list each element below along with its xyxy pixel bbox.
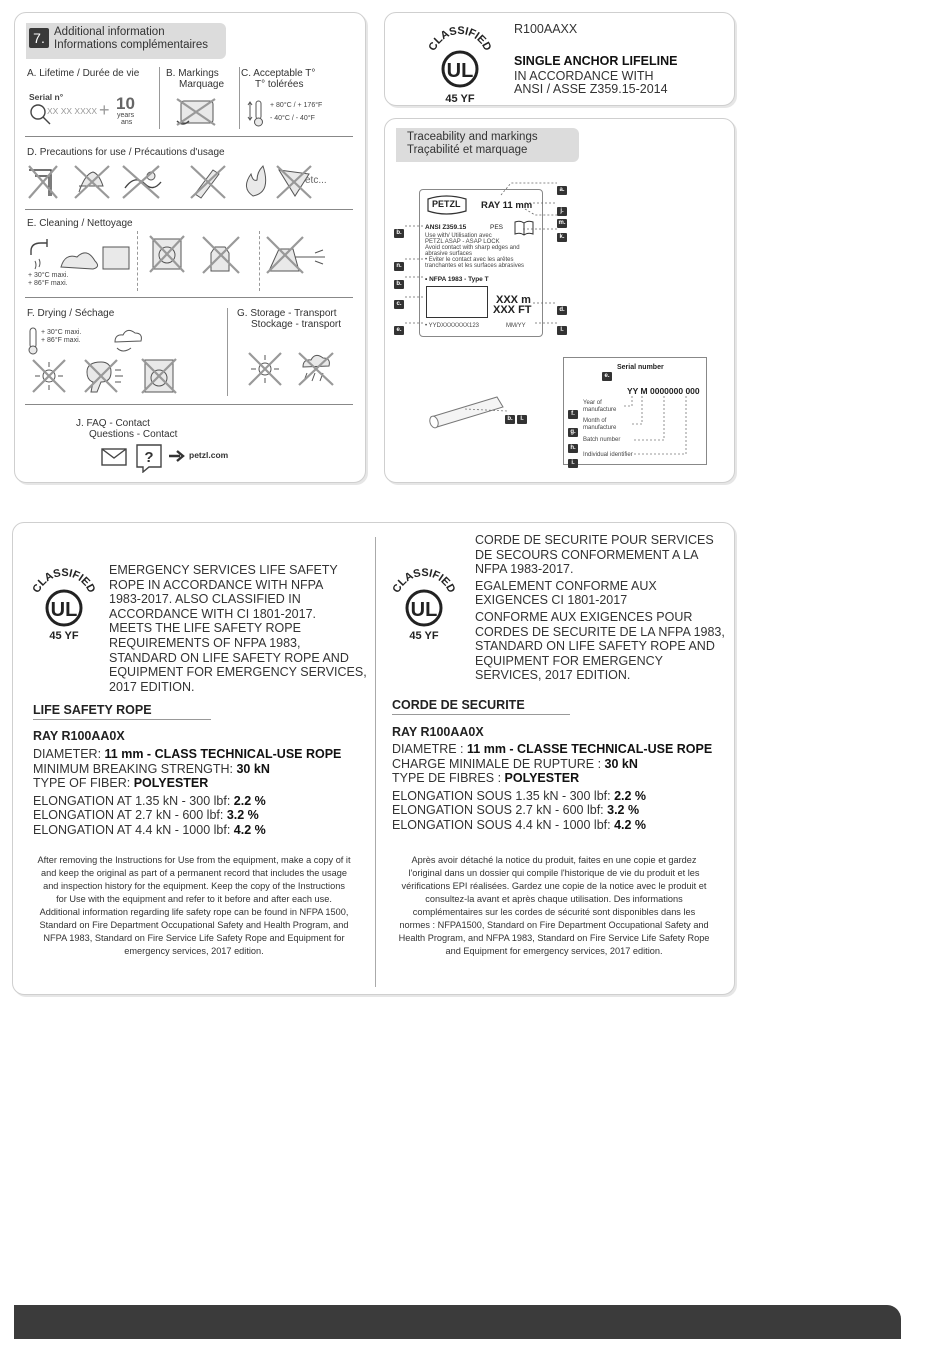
serial-label: Serial n° <box>29 92 64 102</box>
precautions-label: D. Precautions for use / Précautions d'usage <box>27 147 225 158</box>
serial-item-f-2: manufacture <box>583 407 617 413</box>
svg-text:UL: UL <box>446 60 474 82</box>
additional-info-panel <box>14 12 366 483</box>
svg-text:UL: UL <box>410 599 438 621</box>
label-material: PES <box>490 224 504 231</box>
plus-sign-icon: + <box>99 100 110 120</box>
ul-lifeline-panel <box>384 12 735 106</box>
label-avoid-2: abrasive surfaces <box>425 251 473 257</box>
label-avoid-3: • Eviter le contact avec les arêtes <box>425 257 514 263</box>
label-date: MM/YY <box>506 323 526 329</box>
fr-note: Après avoir détaché la notice du produit, faites en une copie et gardez l'original dans un dossier qui compile l'historique de vie du produit et les vérifications EPI réalisées. Gardez une copie de la notice avec le produit et consultez-la avant et après chaque utilisation. Des informations complémentaires sur les cordes de sécurité sont disponibles dans les normes : NFPA1500, Standard on Fire Department Occupational Safety and Health Program, and NFPA 1983, Standard on Fire Service Life Safety Rope and Equipment for emergency services, 2017 edition. <box>398 855 710 956</box>
en-heading: LIFE SAFETY ROPE <box>33 703 152 717</box>
svg-text:CLASSIFIED: CLASSIFIED <box>30 566 98 595</box>
svg-text:CLASSIFIED: CLASSIFIED <box>426 24 494 53</box>
label-length-ft: XXX FT <box>493 304 532 316</box>
lifetime-label: A. Lifetime / Durée de vie <box>27 68 140 79</box>
faq-label-fr: Questions - Contact <box>89 429 178 440</box>
website-link[interactable]: petzl.com <box>189 450 229 460</box>
callout-b2: b. <box>394 280 404 289</box>
footer-bar <box>14 1305 901 1339</box>
label-use-1: Use with/ Utilisation avec <box>425 233 492 239</box>
rope-callout-b: b. <box>505 415 515 424</box>
serial-item-f-key: f. <box>568 410 578 419</box>
nfpa-panel <box>12 522 735 995</box>
drying-temp-1: + 30°C maxi. <box>41 329 82 336</box>
serial-item-g-1: Month of <box>583 418 607 424</box>
svg-text:?: ? <box>144 449 154 466</box>
temp-label-fr: T° tolérées <box>255 79 304 90</box>
serial-item-h-key: h. <box>568 444 578 453</box>
serial-item-i-1: Individual identifier <box>583 452 633 458</box>
precautions-etc: etc... <box>305 175 327 186</box>
en-intro: EMERGENCY SERVICES LIFE SAFETY ROPE IN ACCORDANCE WITH NFPA 1983-2017. ALSO CLASSIFIED IN ACCORDANCE WITH CI 1801-2017. MEETS THE LIFE SAFETY ROPE REQUIREMENTS OF NFPA 1983, STANDARD ON LIFE SAFETY ROPE AND EQUIPMENT FOR EMERGENCY SERVICES, 2017 EDITION. <box>109 563 367 694</box>
precautions-icons <box>25 162 315 202</box>
label-length-m: XXX m <box>496 294 531 306</box>
serial-item-f-1: Year of <box>583 400 602 406</box>
fr-heading: CORDE DE SECURITE <box>392 698 525 712</box>
ul-product: SINGLE ANCHOR LIFELINE <box>514 54 678 68</box>
rope-callout-l: l. <box>517 415 527 424</box>
markings-label-fr: Marquage <box>179 79 225 90</box>
no-sun-storage-icon <box>247 351 283 387</box>
trace-title-fr: Traçabilité et marquage <box>407 144 528 156</box>
cleaning-temp-2: + 86°F maxi. <box>28 280 68 287</box>
ul-reference: R100AAXX <box>514 22 578 36</box>
storage-label-fr: Stockage - transport <box>251 319 342 330</box>
serial-item-g-key: g. <box>568 428 578 437</box>
no-rain-storage-icon <box>297 351 335 387</box>
ul-line2: IN ACCORDANCE WITH <box>514 69 654 83</box>
serial-item-i-key: i. <box>568 459 578 468</box>
callout-m: m. <box>558 220 566 226</box>
no-sun-dry-icon <box>31 358 189 394</box>
label-brand: PETZL <box>432 199 461 209</box>
serial-item-g-2: manufacture <box>583 425 617 431</box>
callout-e: e. <box>394 326 404 335</box>
svg-text:UL: UL <box>50 599 78 621</box>
shade-dry-icon <box>109 326 143 356</box>
arrow-right-icon <box>168 450 186 462</box>
temp-cold: - 40°C / - 40°F <box>270 115 315 122</box>
serial-title: Serial number <box>617 364 664 371</box>
cleaning-temp-1: + 30°C maxi. <box>28 272 69 279</box>
section-number: 7. <box>29 28 49 48</box>
callout-k: k. <box>557 233 567 242</box>
label-nfpa: • NFPA 1983 - Type T <box>425 276 489 283</box>
fr-intro: CORDE DE SECURITE POUR SERVICES DE SECOURS CONFORMEMENT A LA NFPA 1983-2017. EGALEMENT CONFORME AUX EXIGENCES CI 1801-2017 CONFORME AUX EXIGENCES POUR CORDES DE SECURITE DE LA NFPA 1983, STANDARD ON LIFE SAFETY ROPE AND EQUIPMENT FOR EMERGENCY SERVICES, 2017 EDITION. <box>475 533 725 683</box>
temp-label: C. Acceptable T° <box>241 68 316 79</box>
ul-classified-logo <box>425 17 495 105</box>
question-icon <box>135 443 163 473</box>
traceability-panel <box>384 118 735 483</box>
callout-a: a. <box>557 186 567 195</box>
storage-label: G. Storage - Transport <box>237 308 337 319</box>
cleaning-label: E. Cleaning / Nettoyage <box>27 218 133 229</box>
callout-n: n. <box>394 262 404 271</box>
label-avoid-4: tranchantes et les surfaces abrasives <box>425 263 525 269</box>
fr-model: RAY R100AA0X <box>392 725 484 739</box>
section-title-fr: Informations complémentaires <box>54 39 209 51</box>
svg-text:45 YF: 45 YF <box>49 630 79 642</box>
rope-marking-icon <box>173 95 219 129</box>
temp-hot: + 80°C / + 176°F <box>270 102 323 109</box>
label-standard: ANSI Z359.15 <box>425 224 467 231</box>
serial-value: XX XX XXXX <box>47 106 98 116</box>
years-value: 10 <box>116 94 135 113</box>
drying-thermometer-icon <box>25 326 41 356</box>
label-serial: • YYDXXXXXXX123 <box>425 323 480 329</box>
faq-label: J. FAQ - Contact <box>76 418 150 429</box>
svg-text:45 YF: 45 YF <box>445 93 475 105</box>
ans-label: ans <box>121 119 133 126</box>
drying-temp-2: + 86°F maxi. <box>41 337 81 344</box>
label-avoid-1: Avoid contact with sharp edges and <box>425 245 520 251</box>
ul-classified-logo-en <box>29 563 99 643</box>
serial-number-box <box>563 357 707 465</box>
no-pressure-washer-icon <box>265 235 331 275</box>
callout-j: j. <box>557 207 567 216</box>
serial-format: YY M 0000000 000 <box>627 386 700 396</box>
svg-text:45 YF: 45 YF <box>409 630 439 642</box>
label-use-2: PETZL ASAP - ASAP LOCK <box>425 239 500 245</box>
no-detergent-icon <box>201 235 241 275</box>
fr-specs: DIAMETRE : 11 mm - CLASSE TECHNICAL-USE ROPE CHARGE MINIMALE DE RUPTURE : 30 kN TYPE DE FIBRES : POLYESTER ELONGATION SOUS 1.35 kN - 300 lbf: 2.2 % ELONGATION SOUS 2.7 kN - 600 lbf: 3.2 % ELONGATION SOUS 4.4 kN - 1000 lbf: 4.2 % <box>392 742 713 832</box>
tap-water-icon <box>27 237 131 273</box>
section-tag <box>26 23 226 59</box>
callout-c: c. <box>394 300 404 309</box>
no-washing-machine-icon <box>149 235 185 273</box>
callout-d: d. <box>557 306 567 315</box>
mail-icon <box>101 447 127 467</box>
label-model: RAY 11 mm <box>481 200 533 211</box>
markings-label: B. Markings <box>166 68 219 79</box>
en-note: After removing the Instructions for Use from the equipment, make a copy of it and keep the original as part of a permanent record that includes the usage and inspection history for the equipment. Keep the copy of the Instructions for Use with the equipment and refer to it before and after each use. Additional information regarding life safety rope can be found in NFPA 1500, Standard on Fire Department Occupational Safety and Health Program, and NFPA 1983, Standard on Fire Service Life Safety Rope and Equipment for emergency services, 2017 edition. <box>37 855 351 956</box>
section-title-en: Additional information <box>54 26 165 38</box>
serial-item-h-1: Batch number <box>583 437 621 443</box>
en-specs: DIAMETER: 11 mm - CLASS TECHNICAL-USE ROPE MINIMUM BREAKING STRENGTH: 30 kN TYPE OF FIBER: POLYESTER ELONGATION AT 1.35 kN - 300 lbf: 2.2 % ELONGATION AT 2.7 kN - 600 lbf: 3.2 % ELONGATION AT 4.4 kN - 1000 lbf: 4.2 % <box>33 747 342 837</box>
years-label: years <box>117 112 135 119</box>
callout-b: b. <box>394 229 404 238</box>
ul-line3: ANSI / ASSE Z359.15-2014 <box>514 82 668 96</box>
callout-l: l. <box>557 326 567 335</box>
rope-end-icon <box>425 391 515 431</box>
svg-text:CLASSIFIED: CLASSIFIED <box>390 566 458 595</box>
trace-title-en: Traceability and markings <box>407 131 538 143</box>
drying-label: F. Drying / Séchage <box>27 308 115 319</box>
ul-classified-logo-fr <box>389 563 459 643</box>
thermometer-icon <box>246 99 268 129</box>
serial-title-key: e. <box>602 372 612 381</box>
en-model: RAY R100AA0X <box>33 729 125 743</box>
